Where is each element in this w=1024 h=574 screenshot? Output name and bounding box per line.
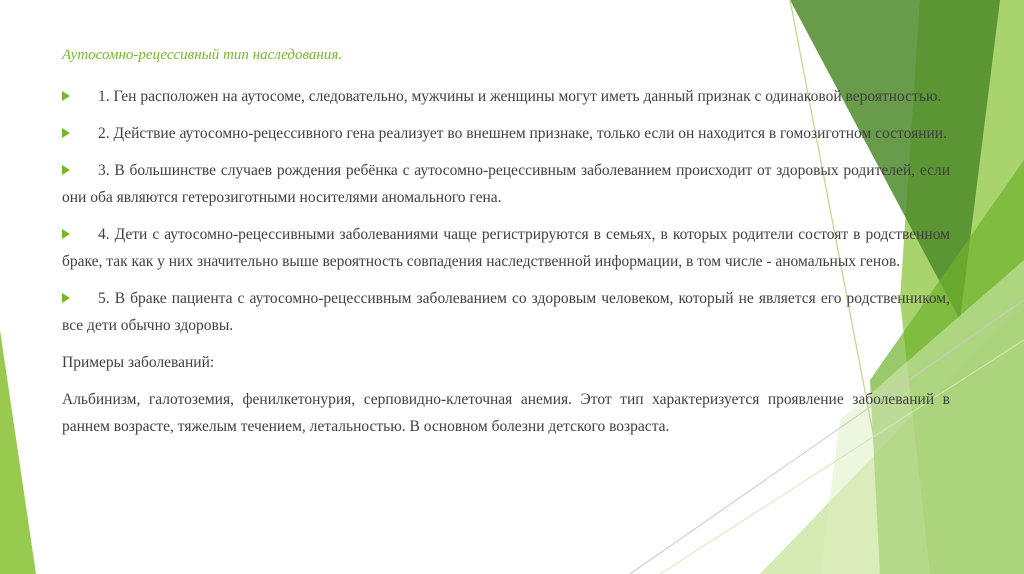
bullet-item-3 (62, 157, 950, 211)
examples-label: Примеры заболеваний: (62, 354, 215, 371)
bullet-text-1: 1. Ген расположен на аутосоме, следовательно, мужчины и женщины могут иметь данный признак с одинаковой вероятностью. (98, 88, 942, 105)
bullet-text-2: 2. Действие аутосомно-рецессивного гена реализует во внешнем признаке, только если он находится в гомозиготном состоянии. (98, 125, 947, 142)
slide-content (62, 45, 950, 450)
slide-heading: Аутосомно-рецессивный тип наследования. (62, 47, 343, 63)
bullet-text-5: 5. В браке пациента с аутосомно-рецессивным заболеванием со здоровым человеком, который не является его родственником, все дети обычно здоровы. (62, 290, 950, 334)
bullet-arrow-icon (62, 128, 70, 138)
bullet-item-4 (62, 221, 950, 275)
examples-text: Альбинизм, галотоземия, фенилкетонурия, серповидно-клеточная анемия. Этот тип характеризуется проявление заболеваний в раннем возрасте, тяжелым течением, летальностью. В основном болезни детского возраста. (62, 391, 950, 435)
bullet-arrow-icon (62, 165, 70, 175)
bullet-item-5 (62, 285, 950, 339)
bullet-arrow-icon (62, 293, 70, 303)
bullet-item-1 (62, 83, 950, 110)
left-green-sliver (0, 330, 36, 574)
bullet-arrow-icon (62, 229, 70, 239)
bullet-item-2 (62, 120, 950, 147)
bullet-text-3: 3. В большинстве случаев рождения ребёнка с аутосомно-рецессивным заболеванием происходит от здоровых родителей, если они оба являются гетерозиготными носителями аномального гена. (62, 162, 950, 206)
bullet-arrow-icon (62, 91, 70, 101)
bullet-text-4: 4. Дети с аутосомно-рецессивными заболеваниями чаще регистрируются в семьях, в которых родители состоят в родственном браке, так как у них значительно выше вероятность совпадения наследственной информации, в том числе - аномальных генов. (62, 226, 950, 270)
